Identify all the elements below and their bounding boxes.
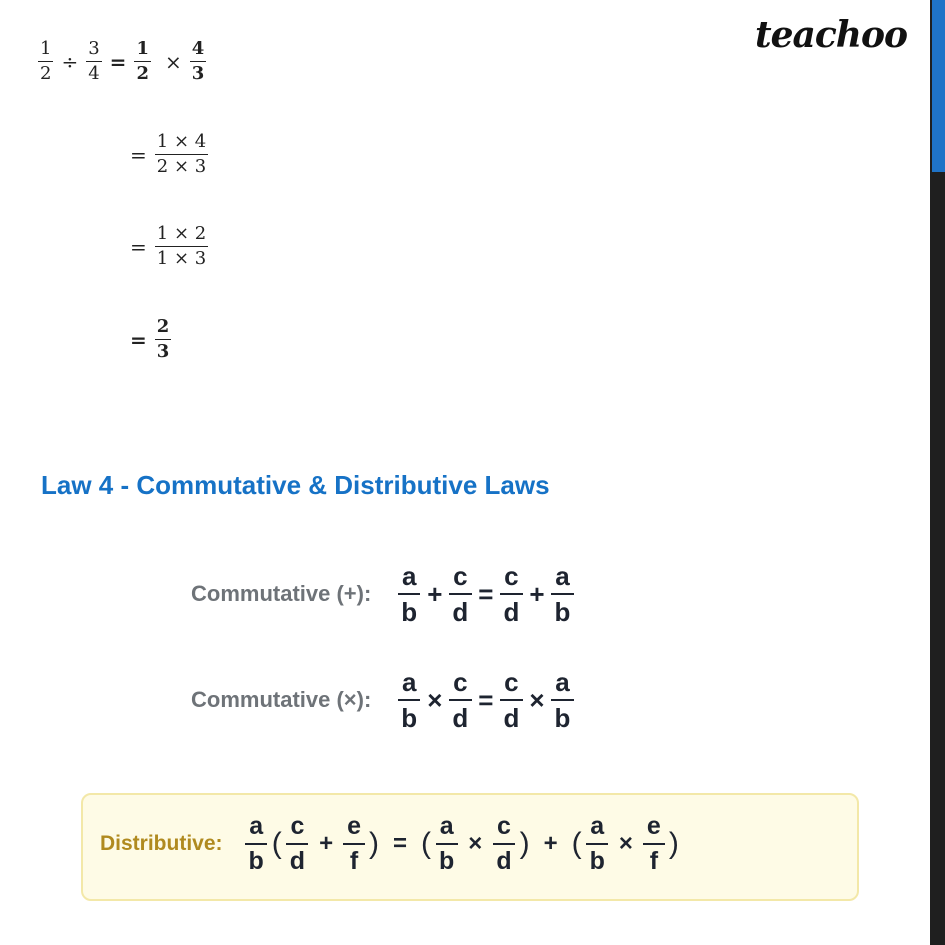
fraction: $\frac{1}{2}$ bbox=[136, 38, 149, 84]
fraction: $\frac{c}{d}$ bbox=[448, 669, 472, 731]
work-line-3: = $\frac{1 \times 2}{1 \times 3}$ bbox=[130, 223, 207, 269]
fraction: $\frac{1}{2}$ bbox=[40, 38, 52, 84]
distributive-law: Distributive: $\frac{a}{b}$ ( $\frac{c}{d}$ + $\frac{e}{f}$ ) = ( $\frac{a}{b}$ × $\frac{c}{d}$ ) + ( $\frac{a}{b}$ × $\frac{e}{f}$ ) bbox=[100, 812, 679, 875]
fraction: $\frac{e}{f}$ bbox=[343, 814, 365, 874]
fraction: $\frac{a}{b}$ bbox=[551, 563, 575, 625]
teachoo-logo: teachoo bbox=[755, 14, 907, 56]
commutative-multiply-law: Commutative (×): $\frac{a}{b}$ × $\frac{c}{d}$ = $\frac{c}{d}$ × $\frac{a}{b}$ bbox=[191, 669, 574, 731]
fraction: $\frac{1 \times 2}{1 \times 3}$ bbox=[156, 223, 207, 269]
work-line-2: = $\frac{1 \times 4}{2 \times 3}$ bbox=[130, 131, 207, 177]
fraction: $\frac{a}{b}$ bbox=[397, 669, 421, 731]
fraction: $\frac{3}{4}$ bbox=[88, 38, 100, 84]
fraction: $\frac{4}{3}$ bbox=[191, 38, 205, 84]
fraction: $\frac{e}{f}$ bbox=[643, 814, 665, 874]
fraction: $\frac{1 \times 4}{2 \times 3}$ bbox=[156, 131, 207, 177]
fraction: $\frac{c}{d}$ bbox=[492, 814, 515, 874]
section-heading: Law 4 - Commutative & Distributive Laws bbox=[41, 470, 550, 500]
fraction: $\frac{a}{b}$ bbox=[586, 814, 609, 874]
fraction: $\frac{a}{b}$ bbox=[397, 563, 421, 625]
fraction: $\frac{a}{b}$ bbox=[551, 669, 575, 731]
fraction: $\frac{c}{d}$ bbox=[499, 669, 523, 731]
fraction: $\frac{a}{b}$ bbox=[245, 814, 268, 874]
fraction: $\frac{c}{d}$ bbox=[286, 814, 309, 874]
fraction: $\frac{2}{3}$ bbox=[156, 316, 170, 362]
commutative-add-law: Commutative (+): $\frac{a}{b}$ + $\frac{c}{d}$ = $\frac{c}{d}$ + $\frac{a}{b}$ bbox=[191, 563, 574, 625]
fraction: $\frac{a}{b}$ bbox=[435, 814, 458, 874]
fraction: $\frac{c}{d}$ bbox=[499, 563, 523, 625]
scrollbar-thumb[interactable] bbox=[932, 0, 945, 172]
fraction: $\frac{c}{d}$ bbox=[448, 563, 472, 625]
work-line-1: $\frac{1}{2}$ ÷ $\frac{3}{4}$ = $\frac{1}{2}$ × $\frac{4}{3}$ bbox=[40, 38, 205, 84]
work-line-4: = $\frac{2}{3}$ bbox=[130, 316, 170, 362]
